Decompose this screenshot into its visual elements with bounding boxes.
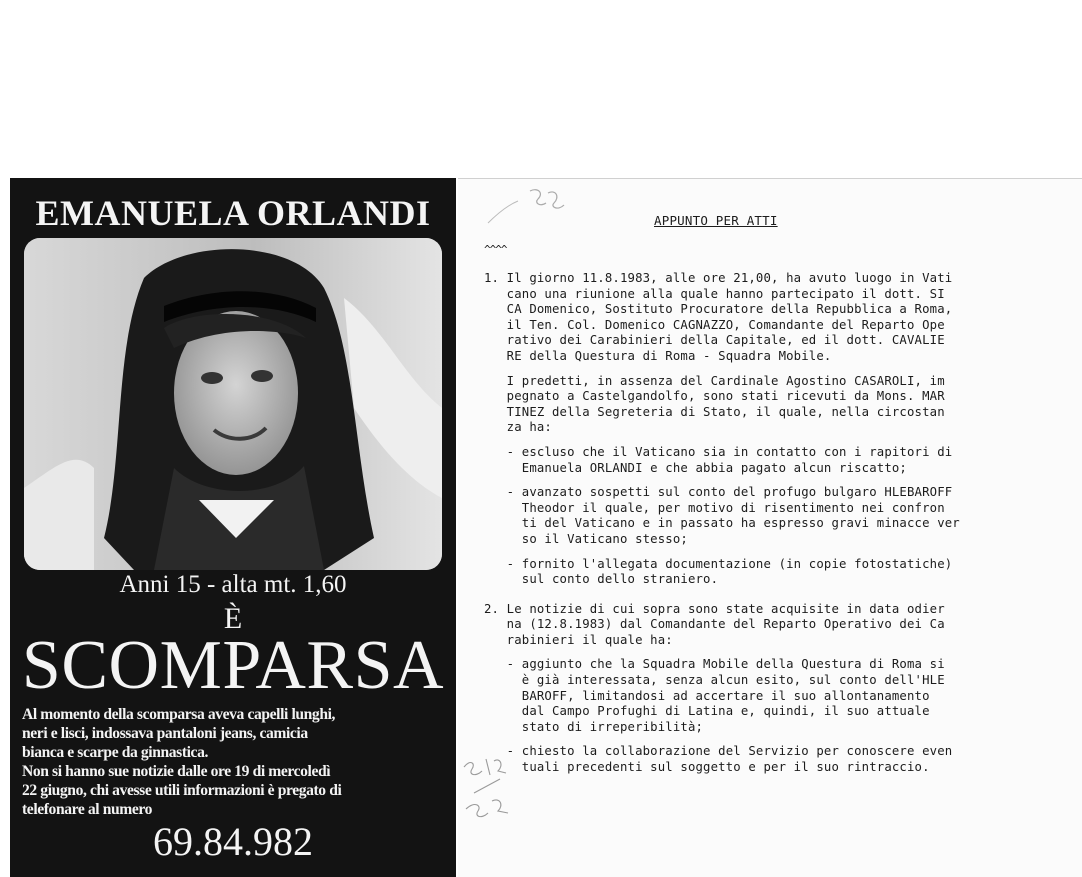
memo-body bbox=[484, 271, 1074, 776]
poster-phone-number: 69.84.982 bbox=[153, 819, 313, 864]
memo-line: - fornito l'allegata documentazione (in copie fotostatiche) bbox=[484, 556, 953, 571]
memo-line: - aggiunto che la Squadra Mobile della Questura di Roma si bbox=[484, 657, 945, 672]
handwritten-margin-notes bbox=[460, 749, 530, 829]
memo-line: - avanzato sospetti sul conto del profugo bulgaro HLEBAROFF bbox=[484, 485, 953, 500]
memo-line: I predetti, in assenza del Cardinale Agostino CASAROLI, im bbox=[484, 373, 945, 388]
portrait-photo bbox=[24, 238, 442, 570]
memo-line: so il Vaticano stesso; bbox=[484, 531, 688, 546]
description-line: 22 giugno, chi avesse utili informazioni è pregato di bbox=[22, 782, 342, 799]
poster-name: EMANUELA ORLANDI bbox=[35, 193, 431, 233]
memo-line: cano una riunione alla quale hanno partecipato il dott. SI bbox=[484, 286, 945, 301]
memo-line: tuali precedenti sul soggetto e per il suo rintraccio. bbox=[484, 760, 930, 775]
memo-line: BAROFF, limitandosi ad accertare il suo allontanamento bbox=[484, 688, 930, 703]
handwritten-scribble bbox=[478, 183, 588, 243]
poster-headline: SCOMPARSA bbox=[21, 627, 445, 704]
poster-verb: È bbox=[223, 602, 243, 635]
memo-line: - escluso che il Vaticano sia in contatto con i rapitori di bbox=[484, 444, 953, 459]
poster-age-height: Anni 15 - alta mt. 1,60 bbox=[119, 571, 347, 598]
memo-line: TINEZ della Segreteria di Stato, il quale, nella circostan bbox=[484, 404, 945, 419]
memo-line: stato di irreperibilità; bbox=[484, 719, 704, 734]
typewritten-memo bbox=[458, 178, 1082, 877]
memo-line: dal Campo Profughi di Latina e, quindi, il suo attuale bbox=[484, 704, 930, 719]
description-line: telefonare al numero bbox=[22, 801, 153, 818]
memo-title: APPUNTO PER ATTI bbox=[654, 213, 778, 228]
memo-line: - chiesto la collaborazione del Servizio per conoscere even bbox=[484, 744, 953, 759]
description-line: neri e lisci, indossava pantaloni jeans, camicia bbox=[22, 725, 308, 742]
memo-line: sul conto dello straniero. bbox=[484, 572, 719, 587]
memo-line: RE della Questura di Roma - Squadra Mobile. bbox=[484, 348, 832, 363]
memo-line: pegnato a Castelgandolfo, sono stati ricevuti da Mons. MAR bbox=[484, 389, 945, 404]
missing-person-poster bbox=[10, 178, 456, 877]
memo-line: il Ten. Col. Domenico CAGNAZZO, Comandante del Reparto Ope bbox=[484, 317, 945, 332]
memo-line: è già interessata, senza alcun esito, sul conto dell'HLE bbox=[484, 673, 945, 688]
poster-description bbox=[22, 705, 446, 819]
description-line: Non si hanno sue notizie dalle ore 19 di mercoledì bbox=[22, 763, 331, 780]
memo-marks: ^^^^ bbox=[484, 243, 507, 256]
memo-line: Theodor il quale, per motivo di risentimento nei confron bbox=[484, 500, 945, 515]
portrait-image bbox=[24, 238, 442, 570]
memo-line: ti del Vaticano e in passato ha espresso gravi minacce ver bbox=[484, 516, 960, 531]
description-line: Al momento della scomparsa aveva capelli lunghi, bbox=[22, 706, 336, 723]
memo-line: 2. Le notizie di cui sopra sono state acquisite in data odier bbox=[484, 601, 945, 616]
memo-line: 1. Il giorno 11.8.1983, alle ore 21,00, ha avuto luogo in Vati bbox=[484, 271, 953, 285]
memo-line: CA Domenico, Sostituto Procuratore della Repubblica a Roma, bbox=[484, 302, 953, 317]
memo-line: na (12.8.1983) dal Comandante del Reparto Operativo dei Ca bbox=[484, 617, 945, 632]
memo-line: Emanuela ORLANDI e che abbia pagato alcun riscatto; bbox=[484, 460, 907, 475]
memo-line: rativo dei Carabinieri della Capitale, ed il dott. CAVALIE bbox=[484, 333, 945, 348]
memo-line: za ha: bbox=[484, 420, 552, 435]
memo-line: rabinieri il quale ha: bbox=[484, 632, 673, 647]
description-line: bianca e scarpe da ginnastica. bbox=[22, 744, 208, 761]
